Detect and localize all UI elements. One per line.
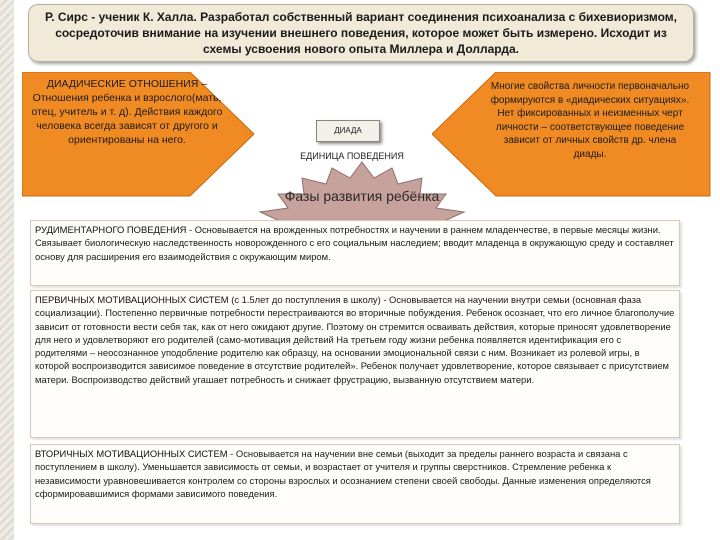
phase-title: РУДИМЕНТАРНОГО ПОВЕДЕНИЯ — [35, 224, 187, 235]
behavior-unit-label: ЕДИНИЦА ПОВЕДЕНИЯ — [300, 151, 404, 161]
dyad-box: ДИАДА — [316, 120, 380, 142]
phase-text: - Основывается на научении вне семьи (выходит за пределы раннего возраста и связана с поступлением в школу). Уменьшается зависимость от семьи, и возрастает от учителя и группы сверстников. Стремление ребенка к независимости уравновешивается контролем со стороны взрослых и осознанием степени своей свободы. Данные изменения определяются сформировавшимися формами зависимого поведения. — [35, 448, 651, 499]
phase-secondary-motivation — [30, 444, 680, 524]
phase-title: ВТОРИЧНЫХ МОТИВАЦИОННЫХ СИСТЕМ — [35, 448, 228, 459]
phase-rudimentary — [30, 220, 680, 286]
phases-title: Фазы развития ребёнка — [284, 188, 440, 204]
slide-title: Р. Сирс - ученик К. Халла. Разработал собственный вариант соединения психоанализа с бихевиоризмом, сосредоточив внимание на изучении внешнего поведения, которое может быть измерено. Исходит из схемы усвоения нового опыта Миллера и Долларда. — [45, 10, 677, 56]
right-arrow-body: Многие свойства личности первоначально формируются в «диадических ситуациях». Нет фиксированных и неизменных черт личности – соответствующее поведение зависит от личных свойств др. члена диады. — [490, 81, 690, 160]
phase-text: (с 1.5лет до поступления в школу) - Основывается на научении внутри семьи (основная фаза социализации). Постепенно первичные потребности перестраиваются во вторичные побуждения. Ребенок осознает, что его личное благополучие зависит от готовности вести себя так, как от него ожидают другие. Поэтому он стремится осваивать действия, которые приносят удовлетворение для него и удовлетворяют его родителей (само-мотивация действий На третьем году жизни ребенка появляется идентификация его с родителями – неосознанное уподобление родителю как образцу, на основании эмоциональной связи с ним. Возникает из ролевой игры, в которой воспроизводится зависимое поведение в отсутствие родителей». Ребенок получает удовлетворение, которое связывает с присутствием матери. Воспроизводство действий угашает потребность и снижает фрустрацию, вызванную отсутствием матери. — [35, 294, 675, 385]
left-arrow-body: Отношения ребенка и взрослого(мать, отец, учитель и т. д). Действия каждого человека всегда зависят от другого и ориентированы на него. — [31, 92, 223, 146]
title-box — [28, 4, 694, 62]
phase-title: ПЕРВИЧНЫХ МОТИВАЦИОННЫХ СИСТЕМ — [35, 294, 229, 305]
phase-text: - Основывается на врожденных потребностях и научении в раннем младенчестве, в первые месяцы жизни. Связывает биологическую наследственность новорожденного с его социальным наследием; вводит младенца в окружающую среду и составляет основу для расширения его взаимодействия с окружающим миром. — [35, 224, 674, 262]
left-arrow — [22, 72, 256, 197]
left-arrow-heading: ДИАДИЧЕСКИЕ ОТНОШЕНИЯ – — [46, 78, 208, 90]
left-arrow-text — [28, 77, 226, 147]
phase-primary-motivation — [30, 290, 680, 438]
slide-left-accent — [0, 0, 14, 540]
